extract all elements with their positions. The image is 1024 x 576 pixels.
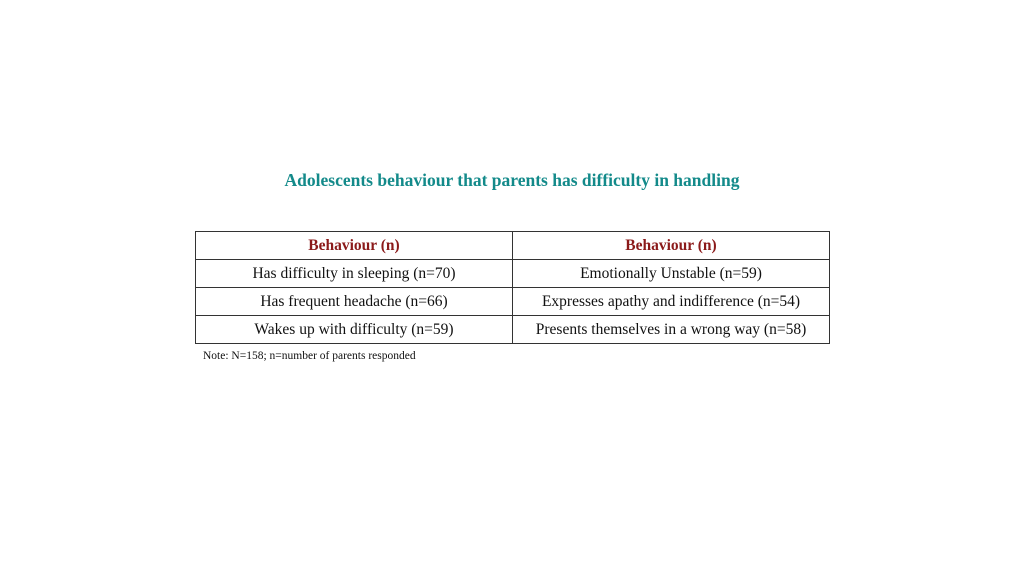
table-header-row <box>196 232 830 260</box>
table-cell: Presents themselves in a wrong way (n=58) <box>513 316 830 344</box>
table-cell: Wakes up with difficulty (n=59) <box>196 316 513 344</box>
behaviour-table <box>195 231 830 344</box>
table-cell: Has frequent headache (n=66) <box>196 288 513 316</box>
table-title: Adolescents behaviour that parents has difficulty in handling <box>284 170 740 190</box>
table-cell: Expresses apathy and indifference (n=54) <box>513 288 830 316</box>
table-row <box>196 260 830 288</box>
table-note: Note: N=158; n=number of parents responded <box>203 350 416 362</box>
table-cell: Emotionally Unstable (n=59) <box>513 260 830 288</box>
column-header-left: Behaviour (n) <box>196 232 513 260</box>
table-cell: Has difficulty in sleeping (n=70) <box>196 260 513 288</box>
column-header-right: Behaviour (n) <box>513 232 830 260</box>
table-row <box>196 288 830 316</box>
table-row <box>196 316 830 344</box>
